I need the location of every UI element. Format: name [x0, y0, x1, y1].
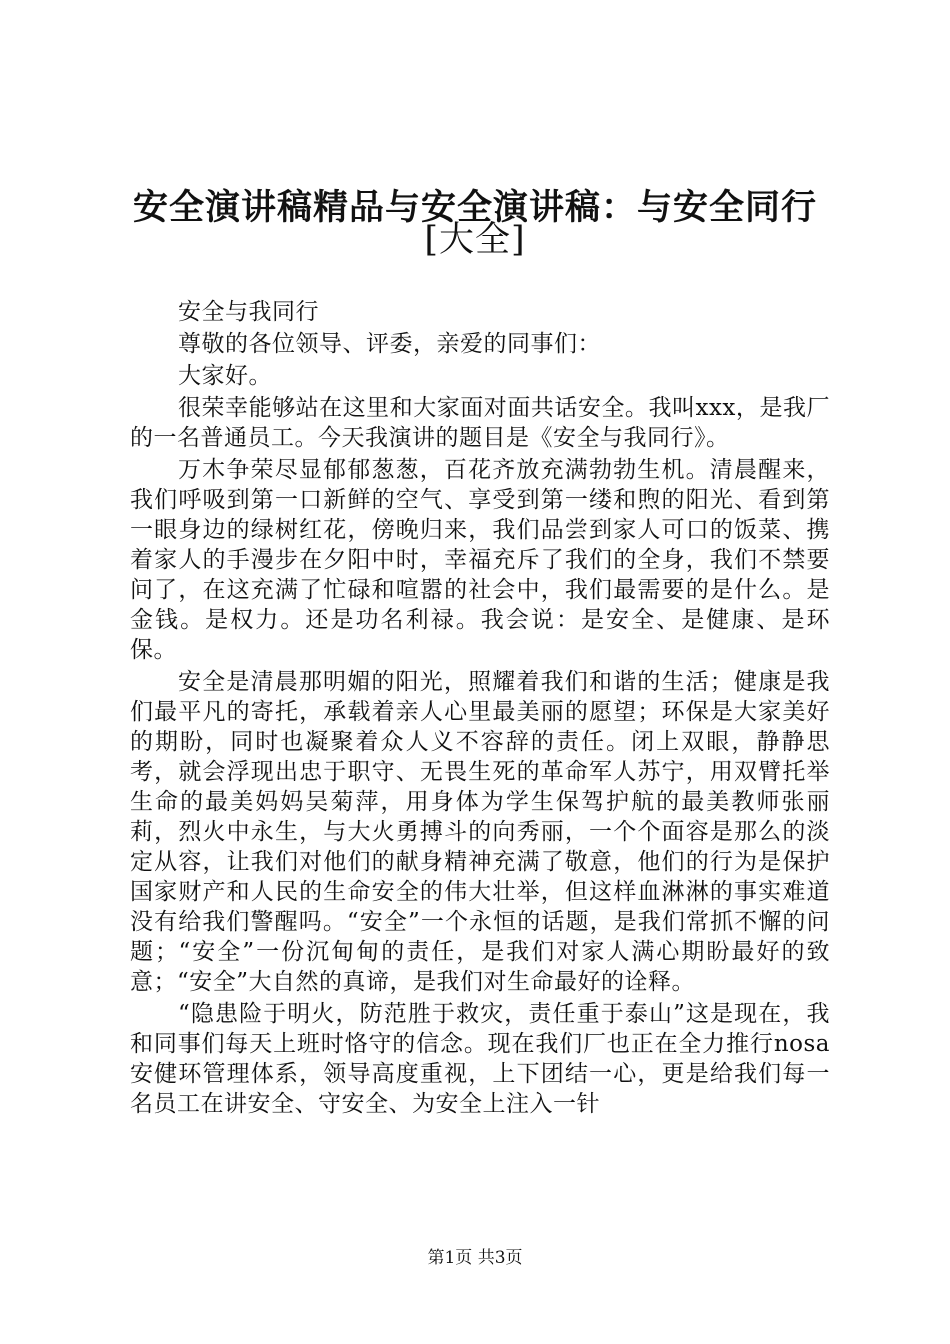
paragraph-greeting: 大家好。: [178, 363, 272, 389]
document-title: 安全演讲稿精品与安全演讲稿：与安全同行: [132, 187, 817, 228]
paragraph: 安全是清晨那明媚的阳光，照耀着我们和谐的生活；健康是我们最平凡的寄托，承载着亲人心里最美丽的愿望；环保是大家美好的期盼，同时也凝聚着众人义不容辞的责任。闭上双眼，静静思考，就会浮现出忠于职守、无畏生死的革命军人苏宁，用双臂托举生命的最美妈妈吴菊萍，用身体为学生保驾护航的最美教师张丽莉，烈火中永生，与大火勇搏斗的向秀丽，一个个面容是那么的淡定从容，让我们对他们的献身精神充满了敬意，他们的行为是保护国家财产和人民的生命安全的伟大壮举，但这样血淋淋的事实难道没有给我们警醒吗。“安全”一个永恒的话题，是我们常抓不懈的问题；“安全”一份沉甸甸的责任，是我们对家人满心期盼最好的致意；“安全”大自然的真谛，是我们对生命最好的诠释。: [130, 669, 830, 995]
page-footer: 第1页 共3页: [427, 1248, 523, 1268]
paragraph: “隐患险于明火，防范胜于救灾，责任重于泰山”这是现在，我和同事们每天上班时恪守的信念。现在我们厂也正在全力推行nosa安健环管理体系，领导高度重视，上下团结一心，更是给我们每一名员工在讲安全、守安全、为安全上注入一针: [130, 1001, 830, 1117]
paragraph: 很荣幸能够站在这里和大家面对面共话安全。我叫xxx，是我厂的一名普通员工。今天我演讲的题目是《安全与我同行》。: [130, 395, 830, 451]
document-body: [130, 297, 830, 1119]
paragraph-salutation: 尊敬的各位领导、评委，亲爱的同事们：: [178, 331, 601, 357]
paragraph: 万木争荣尽显郁郁葱葱，百花齐放充满勃勃生机。清晨醒来，我们呼吸到第一口新鲜的空气、享受到第一缕和煦的阳光、看到第一眼身边的绿树红花，傍晚归来，我们品尝到家人可口的饭菜、携着家人的手漫步在夕阳中时，幸福充斥了我们的全身，我们不禁要问了，在这充满了忙碌和喧嚣的社会中，我们最需要的是什么。是金钱。是权力。还是功名利禄。我会说：是安全、是健康、是环保。: [130, 457, 830, 663]
paragraph-heading: 安全与我同行: [178, 299, 319, 325]
document-title-suffix: [大全]: [424, 220, 526, 260]
